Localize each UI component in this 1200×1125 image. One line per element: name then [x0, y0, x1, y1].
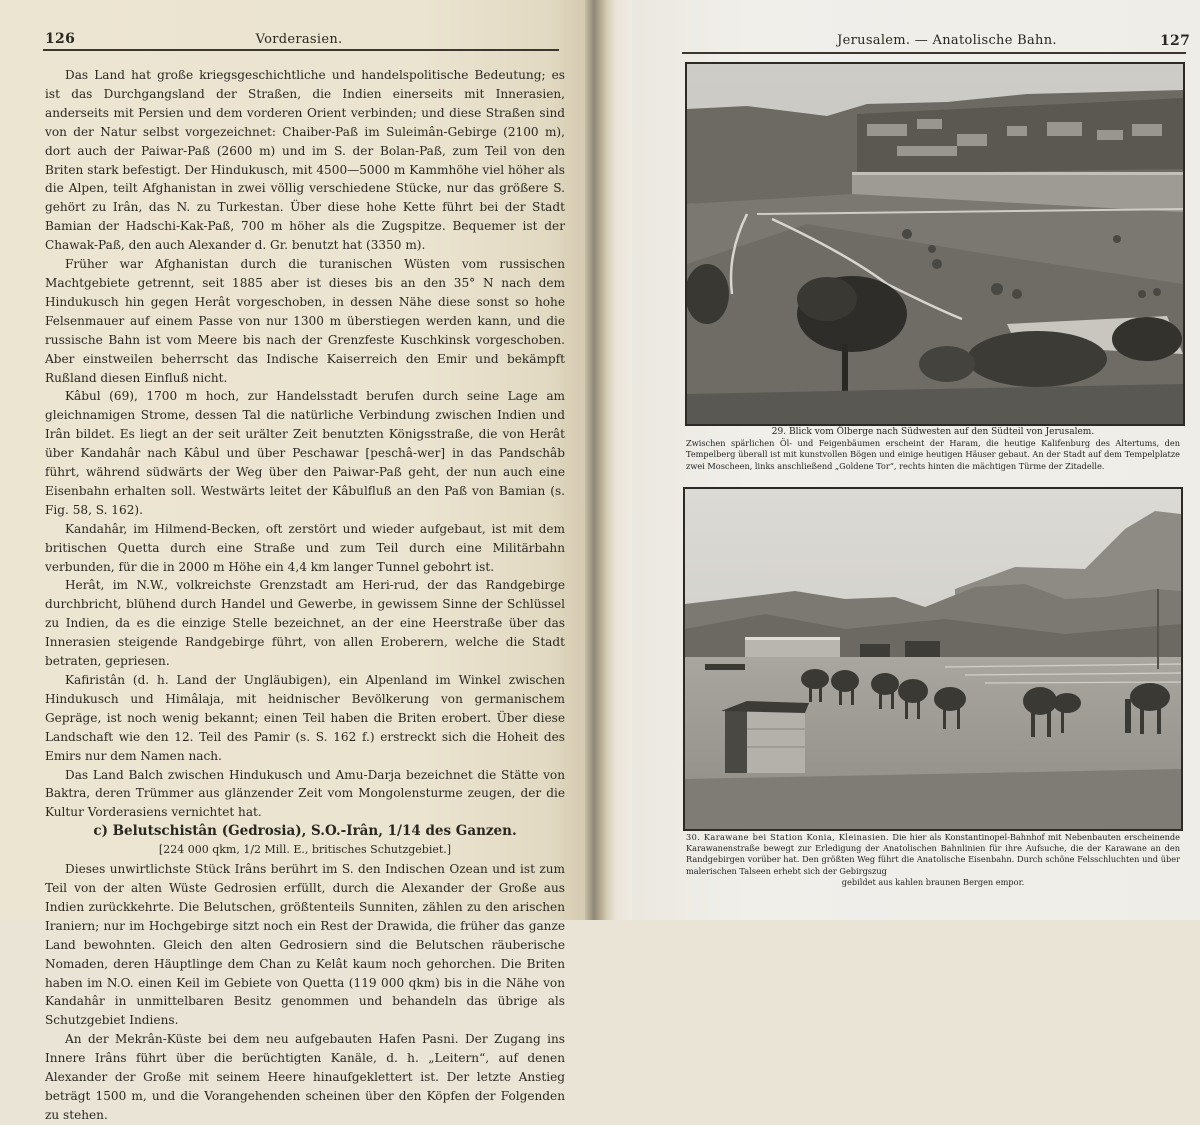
figure-caption-body: Zwischen spärlichen Öl- und Feigenbäumen erscheint der Haram, die heutige Kalifenburg des Altertums, den Tempelberg überall ist mit kunstvollen Bögen und einige heutigen Häuser gebaut. An der Stadt auf dem Tempelplatze zwei Moscheen, links anschließend „Goldene Tor“, rechts hinten die mächtigen Türme der Zitadelle. [686, 438, 1180, 471]
figure-caption-2 [686, 832, 1180, 888]
paragraph: Dieses unwirtlichste Stück Irâns berührt im S. den Indischen Ozean und ist zum Teil von der alten Wüste Gedrosien erfüllt, durch die Alexander der Große aus Indien zurückkehrte. Die Belutschen, größtenteils Sunniten, zählen zu den arischen Iraniern; nur im Hochgebirge sitzt noch ein Rest der Drawida, die früher das ganze Land bewohnten. Gleich den alten Gedrosiern sind die Belutschen räuberische Nomaden, deren Häuptlinge dem Chan zu Kelât kaum noch gehorchen. Die Briten haben im N.O. einen Keil im Gebiete von Quetta (119 000 qkm) bis in die Nähe von Kandahâr in unmittelbaren Besitz genommen und behandeln das übrige als Schutzgebiet Indiens. [45, 862, 565, 1028]
page-number-right: 127 [1160, 33, 1191, 49]
figure-caption-1 [686, 427, 1180, 472]
figure-caption-last-line: gebildet aus kahlen braunen Bergen empor. [841, 876, 1025, 887]
paragraph: Das Land Balch zwischen Hindukusch und Amu-Darja bezeichnet die Stätte von Baktra, deren Trümmer aus glänzender Zeit vom Mongolensturme zeugen, der die Kultur Vorderasiens vernichtet hat. [45, 767, 565, 820]
photo-jerusalem-image [687, 64, 1183, 424]
section-subheading: [224 000 qkm, 1/2 Mill. E., britisches Schutzgebiet.] [158, 843, 452, 857]
paragraph: Herât, im N.W., volkreichste Grenzstadt am Heri-rud, der das Randgebirge durchbricht, blühend durch Handel und Gewerbe, in gewissem Sinne der Schlüssel zu Indien, da es die einzige Stelle bezeichnet, an der eine Heerstraße über das Innerasien steigende Randgebirge führt, von allen Eroberern, welche die Stadt betraten, gepriesen. [45, 578, 565, 669]
header-rule-left [43, 49, 559, 51]
photo-jerusalem [685, 62, 1185, 426]
figure-caption-title: 29. Blick vom Ölberge nach Südwesten auf den Südteil von Jerusalem. [771, 427, 1095, 437]
paragraph: Früher war Afghanistan durch die turanischen Wüsten vom russischen Machtgebiete getrennt, seit 1885 aber ist dieses bis an den 35° N nach dem Hindukusch hin gegen Herât vorgeschoben, in dessen Nähe diese sonst so hohe Felsenmauer auf einem Passe von nur 1300 m überstiegen werden kann, und die russische Bahn ist vom Meere bis nach der Grenzfeste Kuschkinsk vorgeschoben. Aber einstweilen beherrscht das Indische Kaiserreich den Emir und bekämpft Rußland diesen Einfluß nicht. [45, 257, 565, 385]
figure-caption-body: Die hier als Konstantinopel-Bahnhof mit Nebenbauten erscheinende Karawanenstraße bewegt zur Erledigung der Anatolischen Bahnlinien für ihre Aufsuche, die der Karawane an den Randgebirgen vorüber hat. Den größten Weg führt die Anatolische Eisenbahn. Durch schöne Felsschluchten und über malerischen Talseen erhebt sich der Gebirgszug [686, 832, 1181, 876]
paragraph: Kandahâr, im Hilmend-Becken, oft zerstört und wieder aufgebaut, ist mit dem britischen Quetta durch eine Straße und zum Teil durch eine Militärbahn verbunden, für die in 2000 m Höhe ein 4,4 km langer Tunnel gebohrt ist. [45, 521, 565, 574]
section-heading: c) Belutschistân (Gedrosia), S.O.-Irân, 1/14 des Ganzen. [93, 823, 517, 840]
left-page-body [45, 66, 565, 1125]
photo-camel-caravan [683, 487, 1183, 831]
paragraph: Kafiristân (d. h. Land der Ungläubigen), ein Alpenland im Winkel zwischen Hindukusch und Himâlaja, mit heidnischer Bevölkerung von germanischem Gepräge, ist noch wenig bekannt; einen Teil haben die Briten erobert. Über diese Landschaft wie den 12. Teil des Pamir (s. S. 162 f.) erstreckt sich die Hoheit des Emirs nur dem Namen nach. [45, 673, 565, 763]
paragraph: An der Mekrân-Küste bei dem neu aufgebauten Hafen Pasni. Der Zugang ins Innere Irâns führt über die berüchtigten Kanäle, d. h. „Leitern“, auf denen Alexander der Große mit seinem Heere hinaufgeklettert ist. Der letzte Anstieg beträgt 1500 m, und die Vorangehenden scheinen über den Köpfen der Folgenden zu stehen. [45, 1032, 565, 1122]
paragraph: Das Land hat große kriegsgeschichtliche und handelspolitische Bedeutung; es ist das Durchgangsland der Straßen, die Indien einerseits mit Innerasien, anderseits mit Persien und dem vorderen Orient verbinden; und diese Straßen sind von der Natur selbst vorgezeichnet: Chaiber-Paß im Suleimân-Gebirge (2100 m), dort auch der Paiwar-Paß (2600 m) und im S. der Bolan-Paß, zum Teil von den Briten stark befestigt. Der Hindukusch, mit 4500—5000 m Kammhöhe viel höher als die Alpen, teilt Afghanistan in zwei völlig verschiedene Stücke, nur das größere S. gehört zu Irân, das N. zu Turkestan. Über diese hohe Kette führt bei der Stadt Bamian der Hadschi-Kak-Paß, 700 m höher als die Zugspitze. Bequemer ist der Chawak-Paß, den auch Alexander d. Gr. benutzt hat (3350 m). [45, 68, 565, 253]
left-page [0, 0, 598, 1122]
photo-camel-caravan-image [685, 489, 1181, 829]
book-gutter [585, 0, 635, 920]
page-number-left: 126 [45, 31, 76, 47]
figure-caption-title: 30. Karawane bei Station Konia, Kleinasien. [686, 832, 890, 842]
paragraph: Kâbul (69), 1700 m hoch, zur Handelsstadt berufen durch seine Lage am gleichnamigen Strome, dessen Tal die natürliche Verbindung zwischen Indien und Irân bildet. Es liegt an der seit urälter Zeit benutzten Königsstraße, die von Herât über Kandahâr nach Kâbul und über Peschawar [peschâ-wer] in das Pandschâb führt, während südwärts der Weg über den Paiwar-Paß geht, der nun auch eine Eisenbahn erhalten soll. Westwärts leitet der Kâbulfluß an den Paß von Bamian (s. Fig. 58, S. 162). [45, 389, 565, 517]
running-head-left: Vorderasien. [255, 32, 343, 47]
running-head-right: Jerusalem. — Anatolische Bahn. [837, 33, 1057, 48]
header-rule-right [682, 52, 1186, 54]
